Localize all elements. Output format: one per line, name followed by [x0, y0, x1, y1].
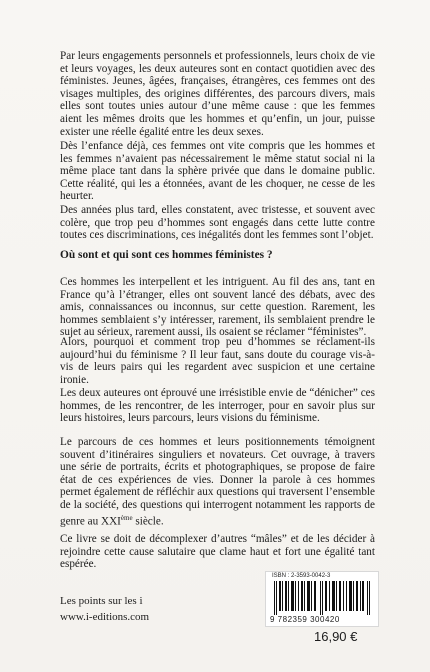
paragraph-childhood: Dès l’enfance déjà, ces femmes ont vite compris que les hommes et les femmes n’avaient pas nécessairement le même statut social ni la même place tant dans la sphère privée que dans le domaine public. Cette réalité, qui les a étonnées, avant de les choquer, ne cesse de les heurter.: [60, 140, 375, 203]
paragraph-journeys-text: Le parcours de ces hommes et leurs positionnements témoignent souvent d’itinéraires singuliers et novateurs. Cet ouvrage, à travers une série de portraits, écrits et photographiques, se propose de faire état de ces expériences de vies. Donner la parole à ces hommes permet également de réfléchir aux questions qui traversent l’ensemble de la société, des questions qui interrogent notamment les rapports de genre au XXI: [60, 436, 375, 528]
isbn-label: ISBN : 2-3593-0042-3: [272, 573, 331, 579]
publisher-name: Les points sur les i: [60, 595, 143, 607]
barcode-icon: [274, 581, 370, 615]
barcode-digits: 9 782359 300420: [270, 615, 340, 624]
price-label: 16,90 €: [314, 629, 358, 644]
paragraph-why: Alors, pourquoi et comment trop peu d’hommes se réclament-ils aujourd’hui du féminisme ? Il leur faut, sans doute du courage vis-à-vis de leurs pairs qui les regardent avec suspicion et une certaine ironie.: [60, 336, 375, 386]
century-superscript: ème: [120, 513, 133, 522]
paragraph-conclusion: Ce livre se doit de décomplexer d’autres “mâles” et de les décider à rejoindre cette cause salutaire que clame haut et fort une égalité tant espérée.: [60, 533, 375, 571]
paragraph-authors-desire: Les deux auteures ont éprouvé une irrésistible envie de “dénicher” ces hommes, de les rencontrer, de les interroger, pour en savoir plus sur leurs histoires, leurs parcours, leurs visions du féminisme.: [60, 387, 375, 425]
paragraph-journeys: [60, 436, 375, 528]
paragraph-intro: Par leurs engagements personnels et professionnels, leurs choix de vie et leurs voyages, les deux auteures sont en contact quotidien avec des féministes. Jeunes, âgées, françaises, étrangères, ces femmes ont des visages multiples, des origines différentes, des parcours divers, mais elles sont toutes unies autour d’une même cause : que les femmes aient les mêmes droits que les hommes et qu’enfin, un jour, puisse exister une réelle égalité entre les deux sexes.: [60, 50, 375, 138]
publisher-website[interactable]: www.i-editions.com: [60, 611, 150, 623]
barcode-box: [265, 571, 379, 627]
section-heading: Où sont et qui sont ces hommes féministes ?: [60, 249, 273, 261]
publisher-info: [60, 593, 149, 625]
century-suffix: siècle.: [132, 515, 164, 528]
paragraph-intrigue: Ces hommes les interpellent et les intriguent. Au fil des ans, tant en France qu’à l’étranger, elles ont souvent lancé des débats, avec des amis, connaissances ou inconnus, sur cette question. Rarement, les hommes semblaient s’y intéresser, rarement, ils semblaient prendre le sujet au sérieux, rarement aussi, ils osaient se réclamer “féministes”.: [60, 276, 375, 339]
paragraph-years-later: Des années plus tard, elles constatent, avec tristesse, et souvent avec colère, que trop peu d’hommes sont engagés dans cette lutte contre toutes ces discriminations, ces inégalités dont les femmes sont l’objet.: [60, 204, 375, 242]
